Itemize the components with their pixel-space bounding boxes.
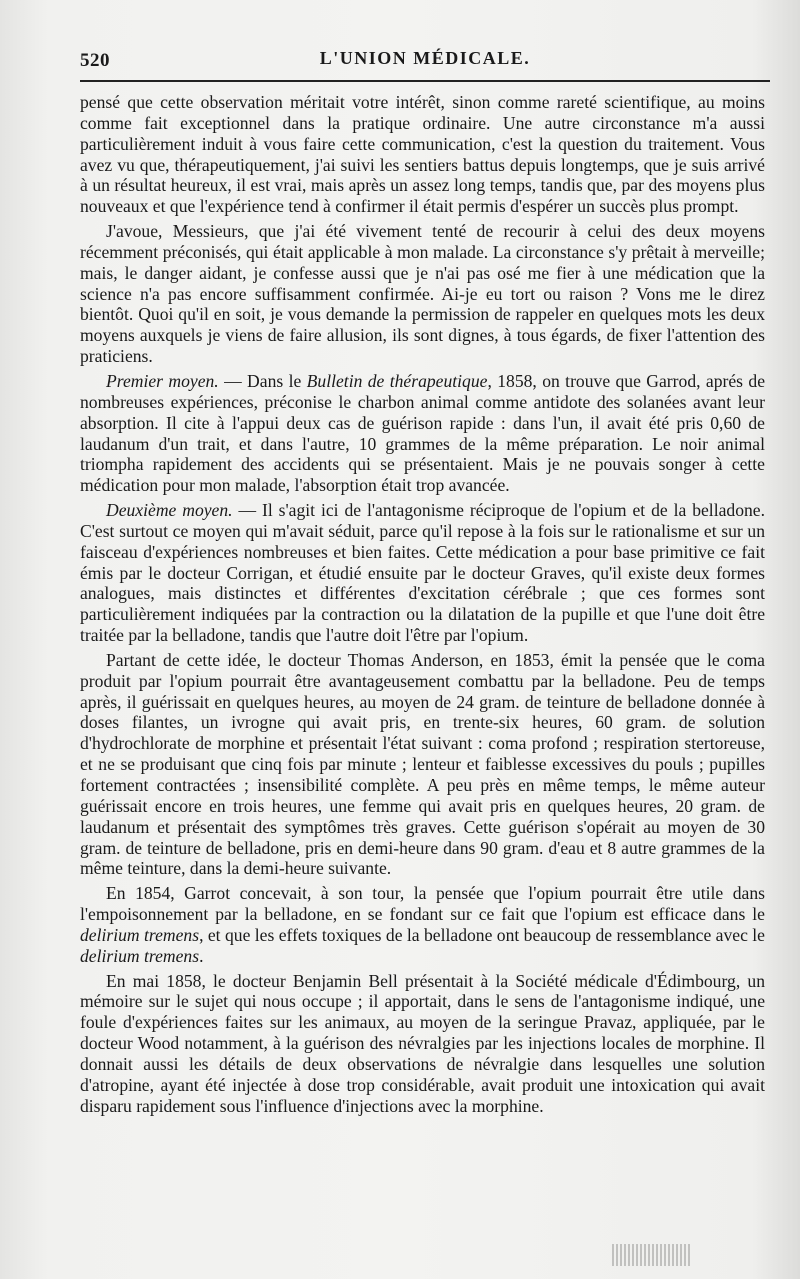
paragraph-text: — Dans le — [218, 370, 307, 391]
paragraph-text: — Il s'agit ici de l'antagonisme réciproque de l'opium et de la belladone. C'est surtout ce moyen qui m'avait séduit, parce qu'il repose à la fois sur le rationalisme et sur un faisceau d'expériences nombreuses et bien faites. Cette médication a pour base primitive ce fait émis par le docteur Corrigan, et étudié ensuite par le docteur Graves, qu'il existe deux formes analogues, mais distinctes et différentes d'excitation cérébrale ; que ces formes sont particulièrement indiquées par la contraction ou la dilatation de la pupille et que l'une doit être traitée par la belladone, tandis que l'autre doit l'être par l'opium. — [80, 500, 765, 646]
paragraph-text: , et que les effets toxiques de la belladone ont beaucoup de ressemblance avec le — [199, 924, 765, 945]
italic-term: delirium tremens — [80, 945, 200, 966]
paragraph-premier-moyen — [80, 371, 765, 496]
paragraph-anderson: Partant de cette idée, le docteur Thomas Anderson, en 1853, émit la pensée que le coma produit par l'opium pourrait être avantageusement combattu par la belladone. Peu de temps après, il guérissait en quelques heures, au moyen de 24 gram. de teinture de belladone donnée à doses filantes, un ivrogne qui avait pris, en trente-six heures, 60 gram. de solution d'hydrochlorate de morphine et présentait l'état suivant : coma profond ; respiration stertoreuse, et ne se produisant que cinq fois par minute ; lenteur et faiblesse excessives du pouls ; pupilles fortement contractées ; insensibilité complète. A peu près en même temps, le même auteur guérissait encore en trois heures, une femme qui avait pris en quelques heures, 20 gram. de laudanum et présentait des symptômes très graves. Cette guérison s'opérait au moyen de 30 gram. de teinture de belladone, pris en demi-heure dans 90 gram. d'eau et 8 autre grammes de la même teinture, dans la demi-heure suivante. — [80, 649, 765, 879]
page-number: 520 — [80, 50, 110, 71]
paragraph-2: J'avoue, Messieurs, que j'ai été vivement tenté de recourir à celui des deux moyens récemment préconisés, qui était applicable à mon malade. La circonstance s'y prêtait à merveille; mais, le danger aidant, je confesse aussi que je n'ai pas osé me fier à une médication que la science n'a pas encore suffisamment confirmée. Ai-je eu tort ou raison ? Vons me le direz bientôt. Quoi qu'il en soit, je vous demande la permission de rappeler en quelques mots les deux moyens auxquels je viens de faire allusion, ils sont dignes, à tous égards, de fixer l'attention des praticiens. — [80, 221, 765, 367]
page-header — [80, 48, 770, 74]
paragraph-text: En 1854, Garrot concevait, à son tour, la pensée que l'opium pourrait être utile dans l'empoisonnement par la belladone, en se fondant sur ce fait que l'opium est efficace dans le — [80, 883, 765, 925]
paragraph-garrot — [80, 883, 765, 966]
paragraph-1: pensé que cette observation méritait votre intérêt, sinon comme rareté scientifique, au moins comme fait exceptionnel dans la pratique ordinaire. Une autre circonstance m'a aussi particulièrement induit à vous faire cette communication, c'est la question du traitement. Vous avez vu que, thérapeutiquement, j'ai suivi les sentiers battus depuis longtemps, que je suis arrivé à un résultat heureux, il est vrai, mais après un assez long temps, tandis que, par des moyens plus nouveaux et que l'expérience tend à confirmer il était permis d'espérer un succès plus prompt. — [80, 92, 765, 217]
section-label-premier-moyen: Premier moyen. — [106, 370, 219, 391]
journal-title: Bulletin de thérapeutique — [306, 370, 488, 391]
library-stamp — [612, 1244, 692, 1266]
paragraph-bell: En mai 1858, le docteur Benjamin Bell présentait à la Société médicale d'Édimbourg, un mémoire sur le sujet qui nous occupe ; il apportait, dans le sens de l'antagonisme indiqué, une foule d'expériences faites sur les animaux, au moyen de la seringue Pravaz, appliquée, par le docteur Wood notamment, à la guérison des névralgies par les injections locales de morphine. Il donnait aussi les détails de deux observations de névralgie dans lesquelles une solution d'atropine, ayant été injectée à dose trop considérable, avait produit une intoxication qui avait disparu rapidement sous l'influence d'injections avec la morphine. — [80, 970, 765, 1116]
paragraph-deuxieme-moyen — [80, 500, 765, 646]
paragraph-text: . — [199, 945, 204, 966]
article-body — [80, 92, 765, 1121]
paragraph-text: , 1858, on trouve que Garrod, aprés de nombreuses expériences, préconise le charbon animal comme antidote des solanées avant leur absorption. Il cite à l'appui deux cas de guérison rapide : dans l'un, il avait été pris 0,60 de laudanum d'un trait, et dans l'autre, 10 grammes de la même préparation. Le noir animal triompha rapidement des accidents qui se présentaient. Mais je ne pouvais songer à cette médication pour mon malade, l'absorption était trop avancée. — [80, 370, 766, 496]
header-rule — [80, 80, 770, 82]
italic-term: delirium tremens — [80, 924, 200, 945]
section-label-deuxieme-moyen: Deuxième moyen. — [106, 500, 233, 521]
running-title: L'UNION MÉDICALE. — [319, 48, 531, 68]
